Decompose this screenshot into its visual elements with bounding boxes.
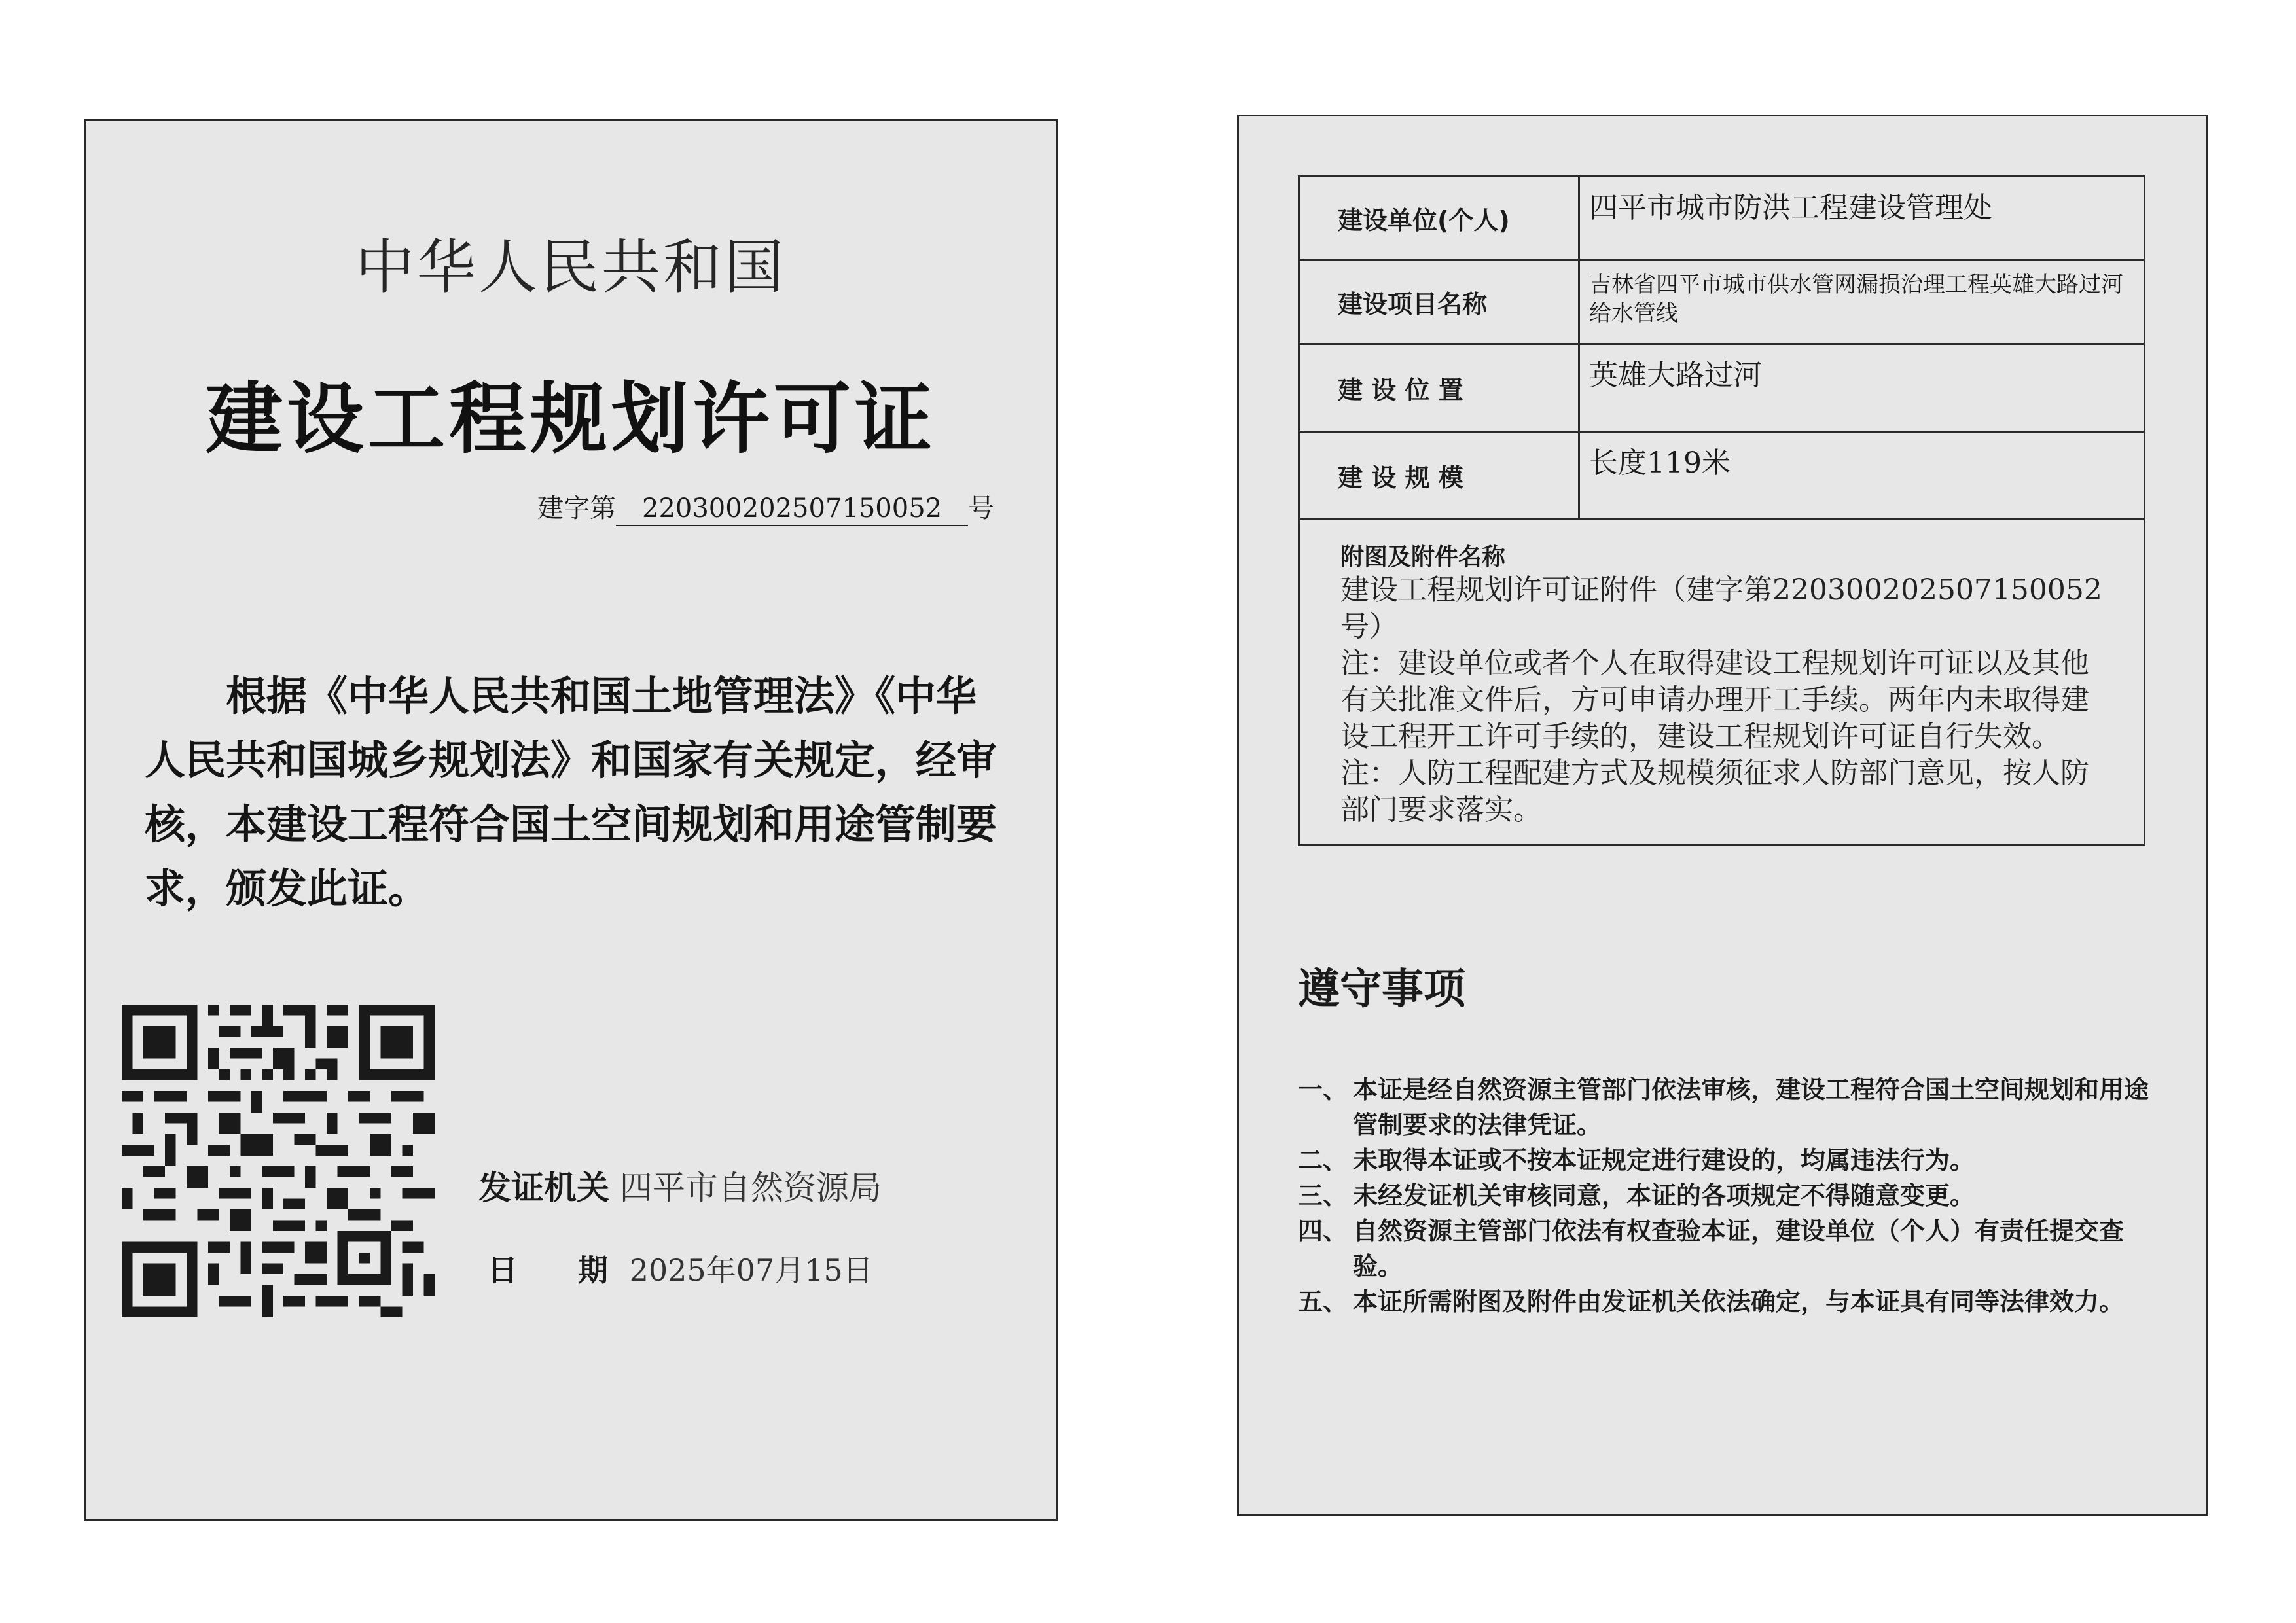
table-row-scale	[1300, 433, 2144, 520]
location-label: 建 设 位 置	[1300, 345, 1580, 431]
attachments-note: 注：建设单位或者个人在取得建设工程规划许可证以及其他有关批准文件后，方可申请办理开工手续。两年内未取得建设工程开工许可手续的，建设工程规划许可证自行失效。注：人防工程配建方式及规模须征求人防部门意见，按人防部门要求落实。	[1340, 647, 2089, 827]
date-label: 日 期	[488, 1253, 608, 1288]
date-row	[488, 1247, 873, 1290]
rule-text: 自然资源主管部门依法有权查验本证，建设单位（个人）有责任提交查验。	[1353, 1217, 2125, 1281]
country-name: 中华人民共和国	[355, 233, 786, 302]
date-value: 2025年07月15日	[629, 1253, 873, 1288]
attachments-label: 附图及附件名称	[1340, 544, 1506, 571]
certificate-front-page	[84, 119, 1058, 1521]
rule-number: 四、	[1298, 1217, 1348, 1245]
project-name-label: 建设项目名称	[1300, 261, 1580, 343]
project-name-value: 吉林省四平市城市供水管网漏损治理工程英雄大路过河给水管线	[1589, 272, 2123, 327]
table-row-location	[1300, 345, 2144, 433]
project-info-table	[1298, 175, 2145, 846]
rule-item	[1298, 1178, 2149, 1213]
rule-number: 一、	[1298, 1075, 1348, 1104]
certificate-body-text: 根据《中华人民共和国土地管理法》《中华人民共和国城乡规划法》和国家有关规定，经审核，本建设工程符合国土空间规划和用途管制要求，颁发此证。	[145, 672, 997, 912]
unit-value: 四平市城市防洪工程建设管理处	[1589, 191, 1992, 224]
rule-number: 二、	[1298, 1146, 1348, 1175]
qr-code	[122, 1005, 435, 1317]
unit-label: 建设单位(个人)	[1300, 177, 1580, 259]
scale-value: 长度119米	[1589, 446, 1731, 480]
issuer-value: 四平市自然资源局	[619, 1169, 882, 1207]
rule-text: 本证所需附图及附件由发证机关依法确定，与本证具有同等法律效力。	[1353, 1287, 2125, 1316]
rule-text: 未经发证机关审核同意，本证的各项规定不得随意变更。	[1353, 1181, 1975, 1210]
certificate-number-suffix: 号	[968, 493, 995, 524]
certificate-title: 建设工程规划许可证	[205, 374, 936, 464]
table-row-project	[1300, 261, 2144, 345]
certificate-number-prefix: 建字第	[537, 493, 616, 524]
rule-text: 本证是经自然资源主管部门依法审核，建设工程符合国土空间规划和用途管制要求的法律凭证。	[1353, 1075, 2149, 1139]
table-row-unit	[1300, 177, 2144, 261]
issuer-row	[478, 1162, 882, 1209]
rule-item	[1298, 1143, 2149, 1178]
attachments-text: 建设工程规划许可证附件（建字第220300202507150052号）	[1340, 573, 2102, 643]
certificate-number-line	[537, 488, 994, 526]
issuer-label: 发证机关	[478, 1169, 609, 1207]
certificate-number: 220300202507150052	[616, 493, 968, 526]
rule-item	[1298, 1072, 2149, 1143]
rule-number: 五、	[1298, 1287, 1348, 1316]
certificate-back-page	[1237, 115, 2208, 1516]
rule-item	[1298, 1284, 2149, 1319]
rules-list	[1298, 1072, 2149, 1319]
rule-item	[1298, 1213, 2149, 1284]
rule-text: 未取得本证或不按本证规定进行建设的，均属违法行为。	[1353, 1146, 1975, 1175]
scale-label: 建 设 规 模	[1300, 433, 1580, 518]
rules-title: 遵守事项	[1298, 965, 1465, 1014]
attachments-cell	[1300, 520, 2144, 844]
rule-number: 三、	[1298, 1181, 1348, 1210]
location-value: 英雄大路过河	[1589, 359, 1762, 392]
